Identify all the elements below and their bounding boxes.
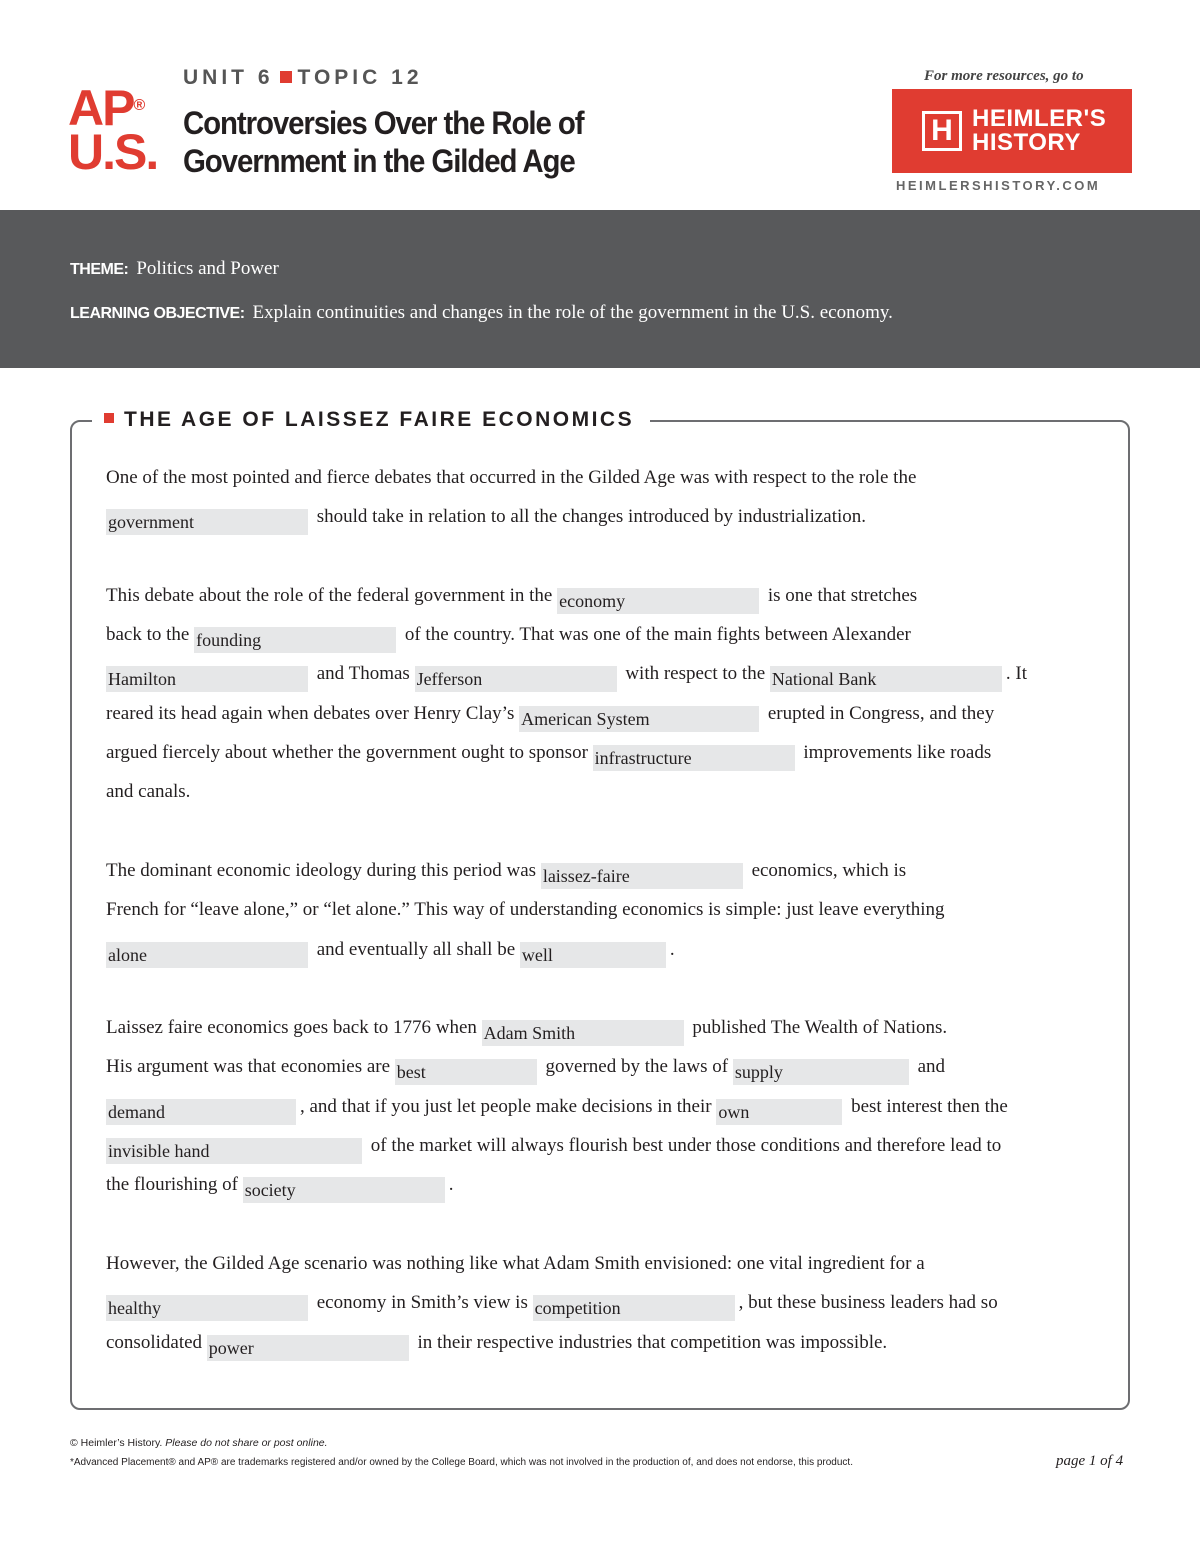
p2-text: and canals. (106, 781, 191, 803)
p3-text: French for “leave alone,” or “let alone.” This way of understanding economics is simple: just leave everything (106, 899, 945, 921)
unit-separator (280, 71, 292, 83)
theme-row (70, 258, 279, 280)
p5-text: economy in Smith’s view is (316, 1292, 528, 1314)
hh-mark-icon: H (922, 111, 962, 151)
blank-demand[interactable]: demand (106, 1099, 296, 1125)
unit-label: UNIT 6 (183, 66, 274, 89)
p3-text: economics, which is (751, 859, 907, 881)
p4-text: of the market will always flourish best under those conditions and therefore lead to (370, 1135, 1002, 1157)
logo-us: U.S. (68, 124, 158, 180)
p2-text: This debate about the role of the federal government in the (106, 584, 553, 606)
page-title (183, 104, 583, 180)
page-number: page 1 of 4 (1056, 1453, 1124, 1469)
p2-text: erupted in Congress, and they (767, 702, 995, 724)
blank-own[interactable]: own (716, 1099, 842, 1125)
brand-name (972, 107, 1106, 155)
p2-text: reared its head again when debates over Henry Clay’s (106, 702, 515, 724)
p4-text: governed by the laws of (545, 1056, 729, 1078)
section-body (106, 458, 1106, 1401)
blank-best[interactable]: best (395, 1059, 537, 1085)
footer-copyright (70, 1437, 328, 1449)
p1-line-2: should take in relation to all the changes introduced by industrialization. (316, 506, 867, 528)
p1-line-1: One of the most pointed and fierce debates that occurred in the Gilded Age was with respect to the role the (106, 467, 917, 488)
blank-economy[interactable]: economy (557, 588, 759, 614)
p4-text: His argument was that economies are (106, 1056, 391, 1078)
footer-trademark: *Advanced Placement® and AP® are trademarks registered and/or owned by the College Board, which was not involved in the production of, and does not endorse, this product. (70, 1457, 853, 1468)
p4-text: , and that if you just let people make decisions in their (300, 1095, 712, 1117)
ap-us-logo (68, 80, 160, 180)
p2-text: . It (1005, 663, 1027, 685)
paragraph-4 (106, 1008, 1106, 1204)
objective-value: Explain continuities and changes in the role of the government in the U.S. economy. (252, 302, 893, 323)
p5-text: However, the Gilded Age scenario was nothing like what Adam Smith envisioned: one vital ingredient for a (106, 1252, 925, 1274)
blank-hamilton[interactable]: Hamilton (106, 666, 308, 692)
paragraph-5 (106, 1244, 1106, 1362)
paragraph-2 (106, 576, 1106, 812)
brand-line-2: HISTORY (972, 129, 1081, 156)
p5-text: in their respective industries that competition was impossible. (417, 1331, 888, 1353)
objective-label: LEARNING OBJECTIVE: (70, 305, 245, 322)
heimlers-history-logo[interactable] (892, 89, 1132, 173)
p5-text: consolidated (106, 1331, 203, 1353)
p4-text: . (448, 1174, 454, 1196)
p4-text: Laissez faire economics goes back to 1776 when (106, 1017, 477, 1039)
p5-text: , but these business leaders had so (738, 1292, 998, 1314)
section-heading-text: THE AGE OF LAISSEZ FAIRE ECONOMICS (124, 408, 635, 431)
theme-label: THEME: (70, 261, 129, 278)
p4-text: best interest then the (851, 1095, 1008, 1117)
p2-text: of the country. That was one of the main fights between Alexander (404, 624, 911, 646)
p4-text: the flourishing of (106, 1174, 238, 1196)
logo-ap: AP (68, 80, 134, 136)
objective-row (70, 302, 893, 324)
blank-power[interactable]: power (207, 1335, 409, 1361)
logo-reg: ® (133, 97, 146, 114)
blank-alone[interactable]: alone (106, 942, 308, 968)
blank-well[interactable]: well (520, 942, 666, 968)
section-heading (92, 404, 650, 436)
p2-text: back to the (106, 624, 190, 646)
p3-text: . (669, 938, 675, 960)
brand-line-1: HEIMLER'S (972, 105, 1107, 132)
unit-topic-line (183, 66, 423, 90)
p3-text: The dominant economic ideology during this period was (106, 859, 537, 881)
p2-text: and Thomas (316, 663, 410, 685)
blank-jefferson[interactable]: Jefferson (415, 666, 617, 692)
blank-infrastructure[interactable]: infrastructure (593, 745, 795, 771)
p2-text: argued fiercely about whether the government ought to sponsor (106, 742, 588, 764)
p2-text: improvements like roads (803, 742, 992, 764)
blank-adam-smith[interactable]: Adam Smith (482, 1020, 684, 1046)
p3-text: and eventually all shall be (316, 938, 516, 960)
copyright-text: © Heimler’s History. (70, 1437, 163, 1449)
blank-american-system[interactable]: American System (519, 706, 759, 732)
theme-value: Politics and Power (136, 258, 279, 279)
title-line-1: Controversies Over the Role of (183, 105, 584, 141)
p4-text: and (917, 1056, 946, 1078)
p2-text: with respect to the (625, 663, 766, 685)
brand-url-link[interactable]: HEIMLERSHISTORY.COM (896, 178, 1101, 193)
title-line-2: Government in the Gilded Age (183, 143, 575, 179)
resources-text: For more resources, go to (924, 68, 1084, 84)
blank-laissez-faire[interactable]: laissez-faire (541, 863, 743, 889)
blank-national-bank[interactable]: National Bank (770, 666, 1002, 692)
blank-invisible-hand[interactable]: invisible hand (106, 1138, 362, 1164)
p2-text: is one that stretches (767, 584, 918, 606)
paragraph-3 (106, 851, 1106, 969)
share-notice: Please do not share or post online. (165, 1437, 328, 1449)
topic-label: TOPIC 12 (297, 66, 423, 89)
blank-government[interactable]: government (106, 509, 308, 535)
blank-competition[interactable]: competition (533, 1295, 735, 1321)
p4-text: published The Wealth of Nations. (692, 1017, 948, 1039)
blank-healthy[interactable]: healthy (106, 1295, 308, 1321)
blank-supply[interactable]: supply (733, 1059, 909, 1085)
paragraph-1 (106, 458, 1106, 537)
theme-band (0, 210, 1200, 368)
heading-square (104, 413, 114, 423)
blank-society[interactable]: society (243, 1177, 445, 1203)
blank-founding[interactable]: founding (194, 627, 396, 653)
